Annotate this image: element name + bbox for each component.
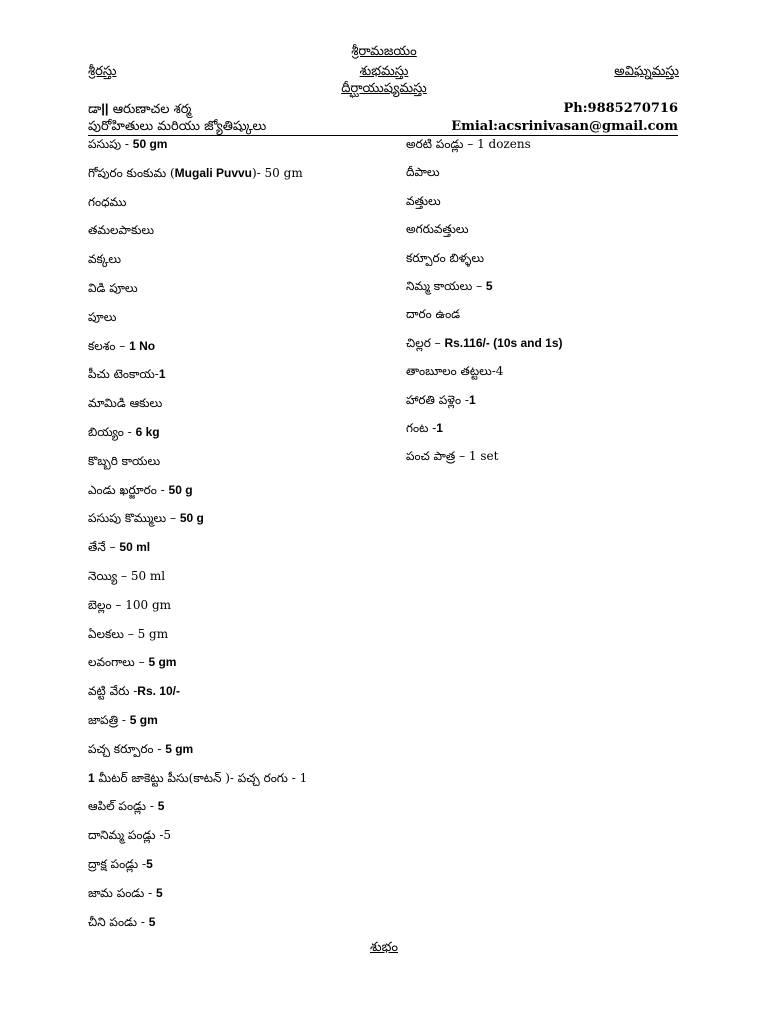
item-text: పసుపు కొమ్ములు – [88,511,180,526]
item-text: తేనే – [88,540,120,555]
item-text: ఏలకలు – 5 gm [88,626,169,641]
item-text-tail: )- 50 gm [252,165,303,180]
list-item [88,222,154,238]
list-item [88,510,204,526]
item-quantity: 5 [485,279,493,293]
list-item [406,306,460,322]
list-item [88,741,193,757]
list-item [88,309,116,325]
item-text: చీని పండు - [88,914,149,929]
item-text: పసుపు - [88,137,133,151]
header-center-blessing: శుభమస్తు [359,64,409,79]
item-text: దారం ఉండ [406,307,461,322]
list-item [88,482,193,498]
item-text: గంట - [406,421,437,435]
item-text: నెయ్యి – 50 ml [88,569,166,583]
item-text: కొబ్బరి కాయలు [88,453,161,468]
list-item [406,278,493,294]
list-item [88,597,171,613]
item-text: దానిమ్మ పండ్లు -5 [88,828,172,843]
header-left-blessing: శ్రీరస్తు [88,64,117,79]
item-text: పచ్చ కర్పూరం - [88,741,166,756]
item-text: ఆపిల్ పండ్లు - [88,799,158,814]
list-item [88,136,167,152]
item-quantity: 5 [146,857,153,871]
item-quantity: 6 kg [135,425,160,439]
item-text: తాంబూలం తట్టలు-4 [406,364,504,379]
list-item [88,424,160,440]
item-text: విడి పూలు [88,281,138,295]
item-quantity: 5 [156,885,163,900]
list-item [406,221,469,237]
item-quantity: 5 [157,799,165,814]
item-text: తమలపాకులు [88,223,155,238]
header-subtitle: దీర్ఘాయుష్యమస్తు [341,81,427,96]
list-item [88,885,163,901]
list-item [88,165,303,181]
list-item [88,251,121,267]
item-quantity: 1 [158,367,166,382]
item-text: వట్టి వేరు - [88,684,138,699]
list-item [88,626,168,642]
contact-name-line [88,101,191,120]
item-quantity: 5 gm [129,713,158,727]
item-text: లవంగాలు – [88,655,149,670]
phone-number: Ph:9885270716 [563,101,678,116]
item-text: అగరువత్తులు [406,222,469,237]
list-item [88,712,158,728]
item-quantity: 1 [88,770,95,785]
header-right-blessing: అవిఘ్నమస్తు [614,64,679,79]
item-quantity: 50 ml [119,540,151,555]
list-item [406,250,484,266]
item-quantity: 5 gm [148,655,177,670]
item-quantity: 1 [436,421,443,435]
list-item [88,395,162,411]
list-item [88,453,160,469]
item-quantity: 50 gm [132,137,168,151]
item-text: పీచు టెంకాయ- [88,367,159,382]
item-quantity: 1 [468,392,476,407]
item-text: జాపత్రి - [88,713,130,727]
footer-closing: శుభం [370,940,398,955]
list-item [88,856,153,872]
item-text: జామ పండు - [88,885,157,900]
list-item [406,164,440,180]
list-item [88,683,180,699]
item-quantity: 50 g [179,511,204,526]
item-text: బియ్యం - [88,425,136,439]
list-item [88,366,166,382]
list-item [88,827,171,843]
item-text-tail: మీటర్ జాకెట్టు పీసు(కాటన్ )- పచ్చ రంగు - 1 [94,770,308,785]
list-item [88,280,138,296]
item-quantity: 50 g [168,482,193,497]
list-item [406,420,443,436]
list-item [406,448,498,464]
list-item [88,654,176,670]
item-text: గంధము [88,194,127,209]
item-text: అరటి పండ్లు – 1 dozens [406,137,531,151]
item-text: బెల్లం – 100 gm [88,597,172,612]
contact-role: పురోహితులు మరియు జ్యోతిష్కులు [88,119,267,134]
list-item [88,914,155,930]
item-text: వక్కలు [88,252,122,267]
item-text: కర్పూరం బిళ్ళలు [406,250,485,265]
item-text: నిమ్మ కాయలు – [406,279,486,293]
item-quantity: Rs. 10/- [137,684,180,699]
contact-name: ఆరుణాచల శర్మ [112,102,192,117]
item-text: దీపాలు [406,165,440,180]
item-quantity: Mugali Puvvu [174,165,252,180]
header-divider [88,135,678,136]
item-text: పంచ పాత్ర – 1 set [406,449,499,464]
item-text: చిల్లర – [406,335,445,350]
item-text: హారతి పళ్లెం - [406,392,469,407]
item-quantity: 5 [148,914,156,929]
list-item [406,193,441,209]
item-quantity: 5 gm [165,741,194,756]
item-quantity: 1 No [129,338,156,353]
list-item [406,335,563,351]
name-separator: || [101,101,109,116]
header-title: శ్రీరామజయం [351,44,417,59]
name-prefix: డా [88,102,102,117]
list-item [88,798,164,814]
list-item [88,770,307,786]
list-item [406,392,476,408]
item-text: గోపురం కుంకుమ ( [88,165,175,180]
list-item [406,136,531,152]
list-item [88,568,165,584]
item-text: పూలు [88,309,117,324]
item-text: వత్తులు [406,193,441,208]
item-text: కలశం – [88,338,130,353]
list-item [88,338,155,354]
list-item [88,194,126,210]
item-quantity: Rs.116/- (10s and 1s) [444,335,563,350]
list-item [406,363,503,379]
item-text: ఎండు ఖర్జూరం - [88,482,169,497]
item-text: మామిడి ఆకులు [88,396,163,411]
email-address: Emial:acsrinivasan@gmail.com [451,119,678,134]
item-text: ద్రాక్ష పండ్లు - [88,857,147,871]
list-item [88,539,150,555]
